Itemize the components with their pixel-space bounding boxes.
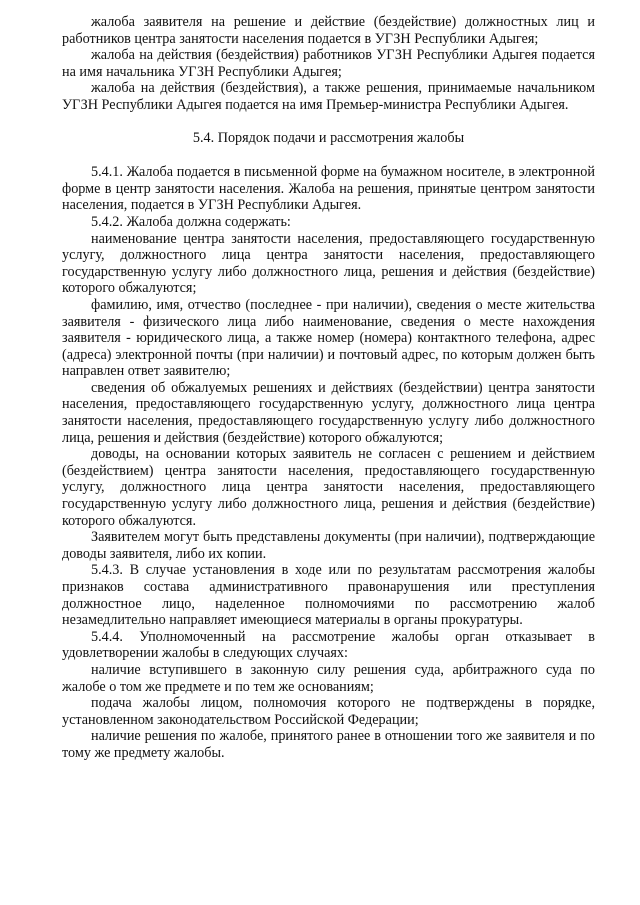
paragraph: подача жалобы лицом, полномочия которого не подтверждены в порядке, установленном законодательством Российской Федерации; [62, 695, 595, 728]
paragraph: 5.4.1. Жалоба подается в письменной форме на бумажном носителе, в электронной форме в центр занятости населения. Жалоба на решения, принятые центром занятости населения, подается в УГЗН Республики Адыгея. [62, 164, 595, 214]
paragraph: сведения об обжалуемых решениях и действиях (бездействии) центра занятости населения, предоставляющего государственную услугу, должностного лица центра занятости населения, предоставляющего государственную услугу либо должностного лица, решения и действия (бездействие) которого обжалуются; [62, 379, 595, 446]
paragraph: жалоба заявителя на решение и действие (бездействие) должностных лиц и работников центра занятости населения подается в УГЗН Республики Адыгея; [62, 14, 595, 47]
paragraph: жалоба на действия (бездействия), а также решения, принимаемые начальником УГЗН Республики Адыгея подается на имя Премьер-министра Республики Адыгея. [62, 80, 595, 113]
paragraph: наличие решения по жалобе, принятого ранее в отношении того же заявителя и по тому же предмету жалобы. [62, 728, 595, 761]
paragraph: 5.4.3. В случае установления в ходе или по результатам рассмотрения жалобы признаков состава административного правонарушения или преступления должностное лицо, наделенное полномочиями по рассмотрению жалоб незамедлительно направляет имеющиеся материалы в органы прокуратуры. [62, 562, 595, 629]
paragraph: фамилию, имя, отчество (последнее - при наличии), сведения о месте жительства заявителя - физического лица либо наименование, сведения о месте нахождения заявителя - юридического лица, а также номер (номера) контактного телефона, адрес (адреса) электронной почты (при наличии) и почтовый адрес, по которым должен быть направлен ответ заявителю; [62, 296, 595, 380]
paragraph: наличие вступившего в законную силу решения суда, арбитражного суда по жалобе о том же предмете и по тем же основаниям; [62, 661, 595, 695]
document-page [62, 14, 595, 762]
paragraph: 5.4.4. Уполномоченный на рассмотрение жалобы орган отказывает в удовлетворении жалобы в следующих случаях: [62, 628, 595, 662]
paragraph: жалоба на действия (бездействия) работников УГЗН Республики Адыгея подается на имя начальника УГЗН Республики Адыгея; [62, 47, 595, 80]
paragraph: наименование центра занятости населения, предоставляющего государственную услугу, должностного лица центра занятости населения, предоставляющего государственную услугу либо должностного лица, решения и действия (бездействие) которого обжалуются; [62, 230, 595, 297]
section-heading: 5.4. Порядок подачи и рассмотрения жалобы [192, 129, 465, 146]
paragraph: 5.4.2. Жалоба должна содержать: [91, 213, 291, 230]
paragraph: Заявителем могут быть представлены документы (при наличии), подтверждающие доводы заявителя, либо их копии. [62, 529, 595, 562]
paragraph: доводы, на основании которых заявитель не согласен с решением и действием (бездействием) центра занятости населения, предоставляющего государственную услугу, должностного лица центра занятости населения, предоставляющего государственную услугу либо должностного лица, решения и действия (бездействие) которого обжалуются. [62, 446, 595, 529]
